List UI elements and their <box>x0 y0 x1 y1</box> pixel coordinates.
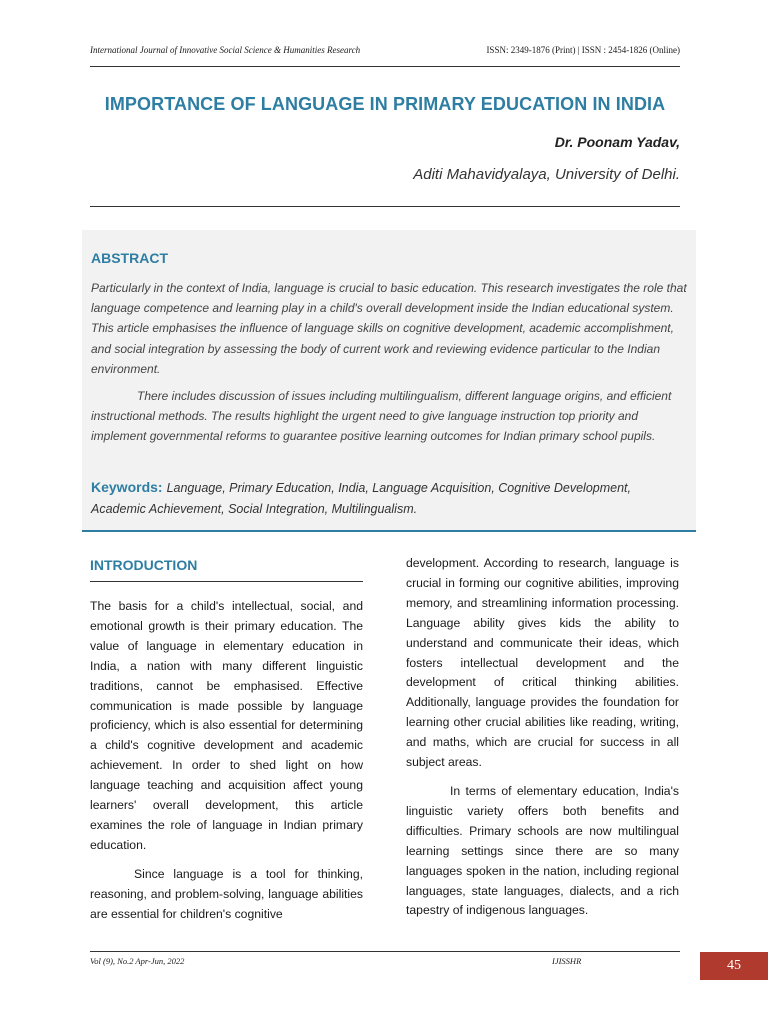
journal-abbrev: IJISSHR <box>552 956 582 966</box>
intro-paragraph-2: Since language is a tool for thinking, reasoning, and problem-solving, language abilities are essential for children's cognitive <box>90 866 363 921</box>
journal-name: International Journal of Innovative Social Science & Humanities Research <box>90 45 361 55</box>
intro-paragraph-3: development. According to research, language is crucial in forming our cognitive abilities, improving memory, and streamlining information processing. Language ability gives kids the ability to understand and communicate their ideas, which fosters intellectual development and the development of critical thinking abilities. Additionally, language provides the foundation for learning other crucial abilities like reading, writing, and maths, which are crucial for success in all subject areas. <box>406 556 679 770</box>
page-number: 45 <box>700 952 768 980</box>
author-name: Dr. Poonam Yadav, <box>554 134 680 150</box>
keywords-list: Language, Primary Education, India, Language Acquisition, Cognitive Development, Academic Achievement, Social Integration, Multilingualism. <box>91 481 631 516</box>
author-affiliation: Aditi Mahavidyalaya, University of Delhi. <box>413 166 680 183</box>
introduction-heading: INTRODUCTION <box>90 557 198 573</box>
article-title: IMPORTANCE OF LANGUAGE IN PRIMARY EDUCATION IN INDIA <box>104 94 666 114</box>
abstract-heading: ABSTRACT <box>91 250 168 266</box>
volume-info: Vol (9), No.2 Apr-Jun, 2022 <box>90 956 185 966</box>
keywords <box>91 477 687 520</box>
abstract-paragraph-2: There includes discussion of issues including multilingualism, different language origins, and efficient instructional methods. The results highlight the urgent need to give language instruction top priority and implement governmental reforms to guarantee positive learning outcomes for Indian primary school pupils. <box>91 389 672 444</box>
footer-divider <box>90 951 680 952</box>
keywords-label: Keywords: <box>91 479 163 495</box>
abstract-paragraph-1: Particularly in the context of India, language is crucial to basic education. This research investigates the role that language competence and learning play in a child's overall development inside the Indian educational system. This article emphasises the influence of language skills on cognitive development, academic accomplishment, and social integration by assessing the body of current work and reviewing evidence particular to the Indian environment. <box>91 281 687 376</box>
abstract-box <box>82 230 696 532</box>
intro-paragraph-4: In terms of elementary education, India's linguistic variety offers both benefits and difficulties. Primary schools are now multilingual learning settings since there are so many languages spoken in the nation, including regional languages, state languages, dialects, and a rich tapestry of indigenous languages. <box>406 783 679 918</box>
header-divider <box>90 66 680 67</box>
intro-paragraph-1: The basis for a child's intellectual, social, and emotional growth is their primary education. The value of language in elementary education in India, a nation with many different linguistic traditions, cannot be emphasised. Effective communication is made possible by language proficiency, which is also essential for determining a child's cognitive development and academic achievement. In order to shed light on how language teaching and acquisition affect young learners' overall development, this article examines the role of language in Indian primary education. <box>90 599 363 852</box>
introduction-underline <box>90 581 363 582</box>
issn-info: ISSN: 2349-1876 (Print) | ISSN : 2454-1826 (Online) <box>486 45 680 55</box>
left-column <box>90 597 363 934</box>
title-divider <box>90 206 680 207</box>
running-header <box>90 45 680 61</box>
right-column <box>406 554 679 930</box>
